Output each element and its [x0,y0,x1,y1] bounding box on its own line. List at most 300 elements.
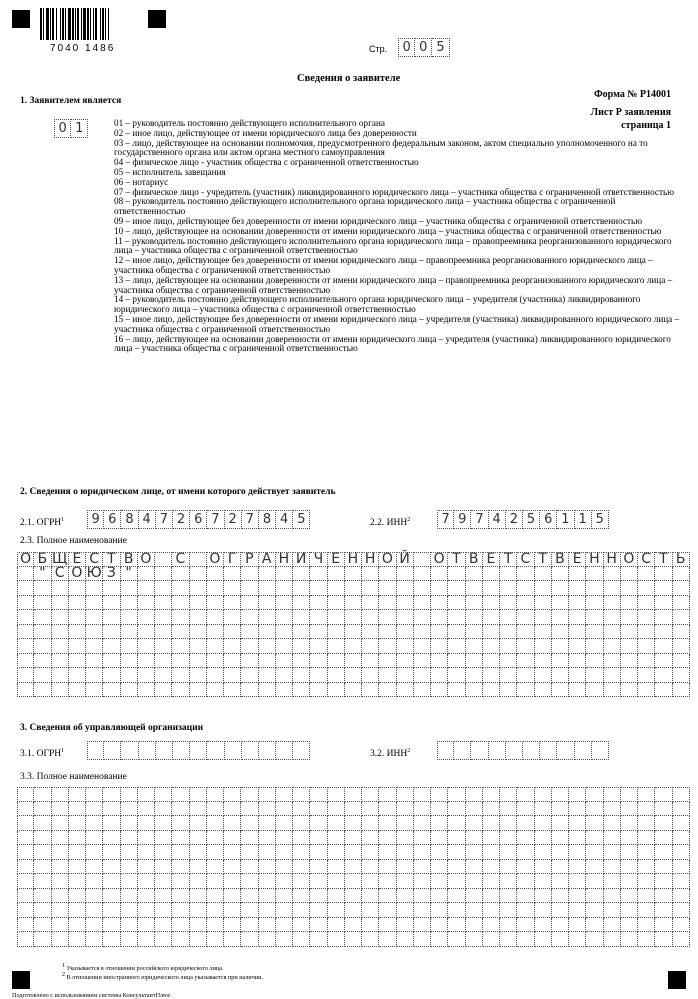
char-cell[interactable] [397,787,414,802]
char-cell[interactable] [414,816,431,831]
char-cell[interactable]: Н [345,552,362,567]
char-cell[interactable] [673,860,690,875]
char-cell[interactable] [431,668,448,683]
char-cell[interactable] [506,741,523,760]
char-cell[interactable] [52,610,69,625]
char-cell[interactable] [224,567,241,582]
char-cell[interactable]: С [52,567,69,582]
char-cell[interactable] [655,683,672,698]
char-cell[interactable] [483,596,500,611]
char-cell[interactable] [103,860,120,875]
char-cell[interactable] [535,831,552,846]
char-cell[interactable] [155,668,172,683]
char-cell[interactable] [207,596,224,611]
char-cell[interactable] [259,654,276,669]
char-cell[interactable] [224,816,241,831]
char-cell[interactable] [621,845,638,860]
char-cell[interactable] [448,860,465,875]
char-cell[interactable] [379,932,396,947]
char-cell[interactable] [34,874,51,889]
char-cell[interactable] [52,668,69,683]
char-cell[interactable] [173,741,190,760]
char-cell[interactable] [224,596,241,611]
char-cell[interactable] [328,654,345,669]
char-cell[interactable] [310,639,327,654]
char-cell[interactable] [345,918,362,933]
char-cell[interactable] [483,831,500,846]
char-cell[interactable] [638,625,655,640]
char-cell[interactable] [586,625,603,640]
char-cell[interactable] [621,918,638,933]
char-cell[interactable] [241,874,258,889]
char-cell[interactable] [190,787,207,802]
char-cell[interactable] [448,581,465,596]
char-cell[interactable] [345,668,362,683]
char-cell[interactable] [276,816,293,831]
char-cell[interactable] [207,741,224,760]
char-cell[interactable] [224,860,241,875]
char-cell[interactable] [517,932,534,947]
char-cell[interactable] [552,639,569,654]
char-cell[interactable] [535,639,552,654]
char-cell[interactable] [172,610,189,625]
char-cell[interactable] [673,816,690,831]
char-cell[interactable] [552,654,569,669]
mgmt-ogrn-field[interactable] [87,741,310,760]
char-cell[interactable] [172,816,189,831]
char-cell[interactable] [535,802,552,817]
char-cell[interactable] [276,654,293,669]
char-cell[interactable] [328,567,345,582]
char-cell[interactable] [489,741,506,760]
char-cell[interactable] [138,787,155,802]
char-cell[interactable] [241,860,258,875]
char-cell[interactable] [466,596,483,611]
char-cell[interactable]: 7 [207,510,224,529]
char-cell[interactable] [569,874,586,889]
char-cell[interactable] [638,874,655,889]
char-cell[interactable] [621,581,638,596]
char-cell[interactable] [276,683,293,698]
char-cell[interactable] [466,845,483,860]
char-cell[interactable] [138,831,155,846]
char-cell[interactable] [448,889,465,904]
char-cell[interactable] [575,741,592,760]
char-cell[interactable] [52,581,69,596]
char-cell[interactable] [552,567,569,582]
char-cell[interactable] [483,889,500,904]
char-cell[interactable] [276,889,293,904]
char-cell[interactable]: А [259,552,276,567]
char-cell[interactable] [638,654,655,669]
char-cell[interactable] [397,625,414,640]
char-cell[interactable] [535,567,552,582]
char-cell[interactable] [86,581,103,596]
char-cell[interactable] [293,845,310,860]
char-cell[interactable] [569,787,586,802]
char-cell[interactable] [207,860,224,875]
char-cell[interactable] [276,932,293,947]
char-cell[interactable] [190,741,207,760]
char-cell[interactable] [483,816,500,831]
char-cell[interactable] [121,625,138,640]
char-cell[interactable] [604,610,621,625]
char-cell[interactable] [448,816,465,831]
char-cell[interactable] [138,932,155,947]
char-cell[interactable] [34,903,51,918]
char-cell[interactable] [190,567,207,582]
char-cell[interactable] [552,845,569,860]
char-cell[interactable] [241,889,258,904]
char-cell[interactable] [172,831,189,846]
char-cell[interactable] [569,567,586,582]
char-cell[interactable] [207,787,224,802]
char-cell[interactable] [190,654,207,669]
name-row[interactable] [17,610,690,625]
char-cell[interactable] [172,683,189,698]
char-cell[interactable] [397,889,414,904]
char-cell[interactable] [466,668,483,683]
char-cell[interactable] [414,639,431,654]
char-cell[interactable] [431,845,448,860]
char-cell[interactable] [293,567,310,582]
char-cell[interactable] [621,816,638,831]
char-cell[interactable] [604,889,621,904]
char-cell[interactable] [448,596,465,611]
char-cell[interactable] [638,639,655,654]
char-cell[interactable] [172,918,189,933]
char-cell[interactable] [431,889,448,904]
char-cell[interactable] [673,889,690,904]
char-cell[interactable] [431,596,448,611]
char-cell[interactable]: 7 [437,510,454,529]
char-cell[interactable] [276,831,293,846]
char-cell[interactable] [52,596,69,611]
char-cell[interactable] [500,596,517,611]
char-cell[interactable] [310,889,327,904]
char-cell[interactable] [241,683,258,698]
char-cell[interactable] [293,741,310,760]
char-cell[interactable] [500,668,517,683]
char-cell[interactable] [293,654,310,669]
char-cell[interactable] [414,596,431,611]
char-cell[interactable] [310,932,327,947]
char-cell[interactable] [466,581,483,596]
char-cell[interactable] [397,596,414,611]
char-cell[interactable] [448,802,465,817]
char-cell[interactable] [17,831,34,846]
char-cell[interactable]: 1 [575,510,592,529]
char-cell[interactable] [569,654,586,669]
char-cell[interactable] [241,816,258,831]
char-cell[interactable] [69,787,86,802]
char-cell[interactable] [604,581,621,596]
char-cell[interactable] [69,802,86,817]
char-cell[interactable] [362,860,379,875]
char-cell[interactable] [604,668,621,683]
char-cell[interactable] [379,831,396,846]
char-cell[interactable] [224,918,241,933]
char-cell[interactable] [448,625,465,640]
char-cell[interactable] [17,802,34,817]
char-cell[interactable] [207,639,224,654]
char-cell[interactable] [673,596,690,611]
mgmt-inn-field[interactable] [437,741,609,760]
char-cell[interactable] [535,625,552,640]
char-cell[interactable]: О [138,552,155,567]
char-cell[interactable] [241,932,258,947]
char-cell[interactable] [552,610,569,625]
char-cell[interactable] [86,639,103,654]
char-cell[interactable] [431,860,448,875]
char-cell[interactable] [414,874,431,889]
char-cell[interactable] [638,889,655,904]
char-cell[interactable] [437,741,454,760]
char-cell[interactable] [207,683,224,698]
char-cell[interactable] [34,610,51,625]
char-cell[interactable] [414,654,431,669]
name-row[interactable] [17,787,690,802]
char-cell[interactable] [535,889,552,904]
char-cell[interactable] [414,610,431,625]
char-cell[interactable] [621,610,638,625]
char-cell[interactable] [379,567,396,582]
char-cell[interactable] [535,816,552,831]
char-cell[interactable] [190,625,207,640]
full-name-grid[interactable] [17,552,690,697]
char-cell[interactable] [259,903,276,918]
char-cell[interactable] [362,831,379,846]
char-cell[interactable] [586,787,603,802]
char-cell[interactable] [655,816,672,831]
page-number-field[interactable] [398,38,450,57]
char-cell[interactable] [500,567,517,582]
char-cell[interactable] [345,581,362,596]
char-cell[interactable] [448,668,465,683]
char-cell[interactable] [500,639,517,654]
char-cell[interactable] [207,610,224,625]
char-cell[interactable] [52,787,69,802]
char-cell[interactable] [155,683,172,698]
char-cell[interactable] [138,654,155,669]
char-cell[interactable] [224,802,241,817]
char-cell[interactable] [431,802,448,817]
char-cell[interactable] [224,581,241,596]
char-cell[interactable] [69,918,86,933]
char-cell[interactable] [397,860,414,875]
char-cell[interactable]: Т [655,552,672,567]
char-cell[interactable] [86,610,103,625]
char-cell[interactable] [448,639,465,654]
char-cell[interactable] [569,845,586,860]
char-cell[interactable] [259,918,276,933]
char-cell[interactable] [466,683,483,698]
char-cell[interactable] [224,903,241,918]
char-cell[interactable] [673,802,690,817]
name-row[interactable] [17,831,690,846]
char-cell[interactable] [34,683,51,698]
char-cell[interactable] [483,639,500,654]
char-cell[interactable] [103,625,120,640]
char-cell[interactable]: Т [535,552,552,567]
char-cell[interactable] [328,581,345,596]
char-cell[interactable] [86,860,103,875]
char-cell[interactable] [86,845,103,860]
char-cell[interactable] [310,845,327,860]
char-cell[interactable] [190,889,207,904]
char-cell[interactable] [517,625,534,640]
char-cell[interactable] [466,831,483,846]
char-cell[interactable] [673,654,690,669]
char-cell[interactable] [242,741,259,760]
char-cell[interactable]: 1 [557,510,574,529]
char-cell[interactable] [52,889,69,904]
char-cell[interactable] [500,831,517,846]
char-cell[interactable] [328,596,345,611]
char-cell[interactable]: Н [586,552,603,567]
char-cell[interactable] [535,683,552,698]
char-cell[interactable] [483,625,500,640]
char-cell[interactable] [207,903,224,918]
char-cell[interactable] [655,581,672,596]
char-cell[interactable] [139,741,156,760]
char-cell[interactable] [552,625,569,640]
char-cell[interactable] [655,860,672,875]
char-cell[interactable] [52,683,69,698]
char-cell[interactable] [569,932,586,947]
char-cell[interactable] [673,874,690,889]
char-cell[interactable] [103,816,120,831]
char-cell[interactable] [138,903,155,918]
char-cell[interactable] [604,802,621,817]
char-cell[interactable] [466,654,483,669]
char-cell[interactable] [535,874,552,889]
char-cell[interactable] [86,625,103,640]
char-cell[interactable] [17,654,34,669]
char-cell[interactable] [190,802,207,817]
char-cell[interactable] [155,802,172,817]
char-cell[interactable]: Е [69,552,86,567]
char-cell[interactable] [172,654,189,669]
char-cell[interactable] [328,683,345,698]
char-cell[interactable] [397,845,414,860]
char-cell[interactable] [121,932,138,947]
char-cell[interactable] [86,889,103,904]
char-cell[interactable] [673,683,690,698]
char-cell[interactable] [621,654,638,669]
char-cell[interactable] [328,889,345,904]
char-cell[interactable] [190,831,207,846]
char-cell[interactable]: 1 [71,119,88,138]
char-cell[interactable] [448,918,465,933]
char-cell[interactable] [207,918,224,933]
char-cell[interactable] [379,918,396,933]
char-cell[interactable] [86,802,103,817]
char-cell[interactable] [103,874,120,889]
char-cell[interactable]: " [34,567,51,582]
char-cell[interactable]: И [293,552,310,567]
char-cell[interactable] [397,918,414,933]
char-cell[interactable] [414,889,431,904]
char-cell[interactable] [483,683,500,698]
char-cell[interactable] [121,654,138,669]
char-cell[interactable] [155,787,172,802]
name-row[interactable] [17,625,690,640]
char-cell[interactable] [604,903,621,918]
char-cell[interactable] [103,918,120,933]
char-cell[interactable] [328,668,345,683]
char-cell[interactable] [414,683,431,698]
char-cell[interactable] [310,567,327,582]
char-cell[interactable] [224,831,241,846]
char-cell[interactable] [638,610,655,625]
char-cell[interactable] [466,639,483,654]
char-cell[interactable] [655,831,672,846]
char-cell[interactable] [362,816,379,831]
char-cell[interactable] [207,625,224,640]
char-cell[interactable] [172,596,189,611]
char-cell[interactable] [414,625,431,640]
char-cell[interactable] [569,683,586,698]
char-cell[interactable] [638,918,655,933]
char-cell[interactable]: 4 [489,510,506,529]
char-cell[interactable] [121,918,138,933]
char-cell[interactable] [207,581,224,596]
char-cell[interactable]: Ю [86,565,102,582]
char-cell[interactable] [103,845,120,860]
char-cell[interactable] [224,787,241,802]
char-cell[interactable] [345,889,362,904]
char-cell[interactable] [276,802,293,817]
char-cell[interactable] [414,903,431,918]
name-row[interactable] [17,567,690,582]
char-cell[interactable] [172,668,189,683]
char-cell[interactable] [414,932,431,947]
char-cell[interactable] [190,874,207,889]
char-cell[interactable] [535,668,552,683]
char-cell[interactable] [155,610,172,625]
char-cell[interactable] [190,903,207,918]
char-cell[interactable] [345,654,362,669]
char-cell[interactable] [121,889,138,904]
char-cell[interactable] [17,567,34,582]
char-cell[interactable] [276,625,293,640]
char-cell[interactable] [466,610,483,625]
char-cell[interactable] [172,567,189,582]
char-cell[interactable] [138,889,155,904]
char-cell[interactable] [34,816,51,831]
char-cell[interactable] [655,802,672,817]
char-cell[interactable] [586,596,603,611]
char-cell[interactable] [483,802,500,817]
char-cell[interactable] [638,903,655,918]
char-cell[interactable] [397,668,414,683]
char-cell[interactable] [673,625,690,640]
char-cell[interactable] [362,787,379,802]
char-cell[interactable] [655,567,672,582]
char-cell[interactable] [638,567,655,582]
char-cell[interactable] [655,625,672,640]
char-cell[interactable] [87,741,104,760]
char-cell[interactable] [397,581,414,596]
char-cell[interactable] [103,683,120,698]
char-cell[interactable] [17,683,34,698]
char-cell[interactable] [52,639,69,654]
char-cell[interactable] [586,581,603,596]
char-cell[interactable] [586,683,603,698]
char-cell[interactable] [172,889,189,904]
char-cell[interactable] [293,596,310,611]
